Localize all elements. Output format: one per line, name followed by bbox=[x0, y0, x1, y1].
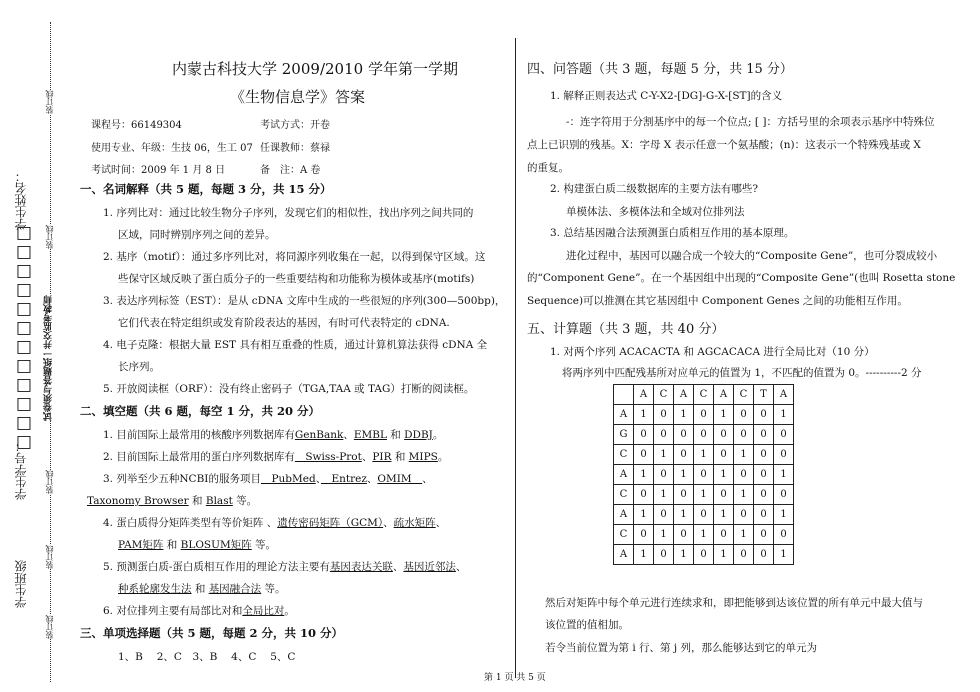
matrix-cell: 0 bbox=[714, 445, 734, 465]
answer-line: Sequence)可以推测在其它基因组中 Component Genes 之间的功能相互作用。 bbox=[527, 295, 908, 307]
question-line: 3. 总结基因融合法预测蛋白质相互作用的基本原理。 bbox=[550, 227, 795, 239]
answer-line: -：连字符用于分割基序中的每一个位点; [ ]：方括号里的余项表示基序中特殊位 bbox=[566, 116, 935, 128]
matrix-cell: 1 bbox=[654, 525, 674, 545]
matrix-row bbox=[614, 445, 794, 465]
answer-line: 单模体法、多模体法和全域对位排列法 bbox=[566, 206, 745, 218]
section-heading: 五、计算题（共 3 题，共 40 分） bbox=[527, 322, 725, 337]
matrix-row bbox=[614, 405, 794, 425]
page-number: 第 1 页 共 5 页 bbox=[484, 673, 546, 683]
matrix-col-label: C bbox=[654, 385, 674, 405]
fill-item: 4. 蛋白质得分矩阵类型有等价矩阵 、遗传密码矩阵（GCM）、疏水矩阵、 bbox=[103, 517, 447, 529]
matrix-col-label: A bbox=[634, 385, 654, 405]
answer-line: 5. 开放阅读框（ORF）：没有终止密码子（TGA,TAA 或 TAG）打断的阅读框。 bbox=[103, 383, 475, 395]
teacher: 任课教师：蔡禄 bbox=[260, 143, 330, 154]
seal-line-text: 装订线 bbox=[45, 470, 54, 494]
answer-line: 然后对矩阵中每个单元进行连续求和，即把能够到达该位置的所有单元中最大值与 bbox=[545, 597, 923, 609]
fill-item: 6. 对位排列主要有局部比对和全局比对。 bbox=[103, 605, 295, 617]
exam-subtitle: 《生物信息学》答案 bbox=[230, 88, 366, 106]
answer-line: 长序列。 bbox=[118, 361, 160, 373]
answer-line: 2. 基序（motif）：通过多序列比对，将同源序列收集在一起，以得到保守区域。这 bbox=[103, 251, 486, 263]
matrix-cell: 0 bbox=[694, 465, 714, 485]
id-boxes: □□□□□□□□□□□□ bbox=[14, 225, 34, 453]
answer-line: 它们代表在特定组织或发育阶段表达的基因，有时可代表特定的 cDNA. bbox=[118, 317, 450, 329]
answer-line: 3. 表达序列标签（EST）：是从 cDNA 文库中生成的一些很短的序列(300—500bp)， bbox=[103, 295, 506, 307]
matrix-row bbox=[614, 545, 794, 565]
matrix-col-label: A bbox=[674, 385, 694, 405]
matrix-cell: 1 bbox=[734, 525, 754, 545]
matrix-cell: 0 bbox=[754, 405, 774, 425]
matrix-cell: 0 bbox=[694, 545, 714, 565]
multiple-choice-answers: 1、B 2、C 3、B 4、C 5、C bbox=[118, 651, 296, 663]
column-divider bbox=[515, 38, 516, 678]
matrix-cell: 0 bbox=[774, 485, 794, 505]
section-heading: 一、名词解释（共 5 题，每题 3 分，共 15 分） bbox=[80, 182, 332, 196]
matrix-cell: 1 bbox=[714, 545, 734, 565]
major-grade: 使用专业、年级：生技 06，生工 07 bbox=[91, 143, 253, 154]
fill-item: 种系轮廓发生法 和 基因融合法 等。 bbox=[118, 583, 286, 595]
matrix-cell: 0 bbox=[714, 525, 734, 545]
matrix-header-row bbox=[614, 385, 794, 405]
matrix-cell: 0 bbox=[774, 425, 794, 445]
matrix-cell: 1 bbox=[774, 505, 794, 525]
answer-line: 若令当前位置为第 i 行、第 j 列，那么能够达到它的单元为 bbox=[545, 642, 817, 654]
matrix-cell: 0 bbox=[634, 485, 654, 505]
matrix-row-label: C bbox=[614, 525, 634, 545]
matrix-cell: 1 bbox=[654, 445, 674, 465]
matrix-row-label: C bbox=[614, 485, 634, 505]
answer-line: 进化过程中，基因可以融合成一个较大的“Composite Gene”，也可分裂成较小 bbox=[566, 250, 938, 262]
section-heading: 二、填空题（共 6 题，每空 1 分，共 20 分） bbox=[80, 404, 321, 418]
question-line: 1. 解释正则表达式 C-Y-X2-[DG]-G-X-[ST]的含义 bbox=[550, 90, 783, 102]
matrix-cell: 0 bbox=[634, 425, 654, 445]
alignment-matrix bbox=[613, 384, 794, 565]
fill-item: Taxonomy Browser 和 Blast 等。 bbox=[87, 495, 258, 507]
seal-line-text: 装订线 bbox=[45, 225, 54, 249]
matrix-cell: 0 bbox=[734, 425, 754, 445]
matrix-cell: 0 bbox=[754, 505, 774, 525]
matrix-cell: 0 bbox=[694, 405, 714, 425]
matrix-cell: 1 bbox=[674, 465, 694, 485]
matrix-row bbox=[614, 485, 794, 505]
matrix-col-label: C bbox=[734, 385, 754, 405]
exam-title: 内蒙古科技大学 2009/2010 学年第一学期 bbox=[172, 60, 458, 78]
matrix-row bbox=[614, 465, 794, 485]
matrix-cell: 0 bbox=[774, 445, 794, 465]
matrix-cell: 1 bbox=[694, 525, 714, 545]
matrix-row-label: A bbox=[614, 505, 634, 525]
answer-line: 的“Component Gene”。在一个基因组中出现的“Composite Gene”(也叫 Rosetta stone bbox=[527, 272, 956, 284]
answer-line: 1. 序列比对：通过比较生物分子序列，发现它们的相似性，找出序列之间共同的 bbox=[103, 207, 474, 219]
section-heading: 三、单项选择题（共 5 题，每题 2 分，共 10 分） bbox=[80, 626, 344, 640]
answer-line: 将两序列中匹配残基所对应单元的值置为 1，不匹配的值置为 0。----------2 分 bbox=[562, 367, 922, 379]
course-number: 课程号：66149304 bbox=[91, 120, 182, 131]
matrix-col-label: A bbox=[774, 385, 794, 405]
matrix-cell: 1 bbox=[674, 405, 694, 425]
matrix-col-label: A bbox=[714, 385, 734, 405]
matrix-cell: 0 bbox=[654, 545, 674, 565]
seal-line-text: 装订线 bbox=[45, 90, 54, 114]
answer-line: 该位置的值相加。 bbox=[545, 619, 629, 631]
matrix-cell: 0 bbox=[634, 525, 654, 545]
matrix-cell: 0 bbox=[654, 505, 674, 525]
matrix-cell: 1 bbox=[694, 445, 714, 465]
matrix-cell: 0 bbox=[734, 505, 754, 525]
answer-line: 的重复。 bbox=[527, 162, 569, 174]
matrix-col-label: T bbox=[754, 385, 774, 405]
student-class-label: 学生班级 bbox=[14, 560, 28, 608]
matrix-cell: 0 bbox=[754, 525, 774, 545]
matrix-col-label: C bbox=[694, 385, 714, 405]
matrix-cell: 0 bbox=[754, 485, 774, 505]
matrix-cell: 0 bbox=[734, 465, 754, 485]
matrix-cell: 1 bbox=[714, 405, 734, 425]
matrix-cell: 1 bbox=[634, 405, 654, 425]
matrix-cell: 0 bbox=[754, 545, 774, 565]
matrix-cell: 0 bbox=[694, 425, 714, 445]
matrix-corner-cell bbox=[614, 385, 634, 405]
matrix-cell: 1 bbox=[734, 485, 754, 505]
remark: 备 注：A 卷 bbox=[260, 165, 321, 176]
matrix-cell: 0 bbox=[634, 445, 654, 465]
matrix-cell: 1 bbox=[714, 505, 734, 525]
matrix-cell: 0 bbox=[674, 485, 694, 505]
matrix-cell: 0 bbox=[754, 465, 774, 485]
matrix-cell: 0 bbox=[654, 405, 674, 425]
question-line: 1. 对两个序列 ACACACTA 和 AGCACACA 进行全局比对（10 分） bbox=[550, 346, 875, 358]
fill-item: 2. 目前国际上最常用的蛋白序列数据库有 Swiss-Prot、PIR 和 MIPS。 bbox=[103, 451, 449, 463]
matrix-cell: 1 bbox=[634, 465, 654, 485]
matrix-cell: 0 bbox=[694, 505, 714, 525]
fill-item: 1. 目前国际上最常用的核酸序列数据库有GenBank、EMBL 和 DDBJ。 bbox=[103, 429, 444, 441]
section-heading: 四、问答题（共 3 题，每题 5 分，共 15 分） bbox=[527, 62, 793, 77]
matrix-cell: 1 bbox=[674, 505, 694, 525]
matrix-row bbox=[614, 425, 794, 445]
matrix-cell: 1 bbox=[634, 545, 654, 565]
matrix-cell: 1 bbox=[774, 405, 794, 425]
matrix-cell: 1 bbox=[774, 545, 794, 565]
matrix-row-label: A bbox=[614, 405, 634, 425]
matrix-row-label: A bbox=[614, 465, 634, 485]
matrix-cell: 0 bbox=[774, 525, 794, 545]
answer-line: 区域，同时辨别序列之间的差异。 bbox=[118, 229, 276, 241]
matrix-cell: 0 bbox=[674, 425, 694, 445]
seal-line-text: 装订线 bbox=[45, 615, 54, 639]
student-id-label: 学生学号： bbox=[14, 440, 28, 500]
matrix-cell: 1 bbox=[654, 485, 674, 505]
matrix-cell: 0 bbox=[674, 525, 694, 545]
matrix-cell: 1 bbox=[674, 545, 694, 565]
fill-item: PAM矩阵 和 BLOSUM矩阵 等。 bbox=[118, 539, 277, 551]
matrix-row bbox=[614, 505, 794, 525]
matrix-cell: 0 bbox=[654, 425, 674, 445]
seal-line-text: 装订线 bbox=[45, 545, 54, 569]
matrix-row-label: A bbox=[614, 545, 634, 565]
binding-margin bbox=[0, 0, 60, 692]
answer-line: 4. 电子克隆：根据大量 EST 具有相互重叠的性质，通过计算机算法获得 cDNA 全 bbox=[103, 339, 488, 351]
answer-line: 点上已识别的残基。X：字母 X 表示任意一个氨基酸；(n)：这表示一个特殊残基或 X bbox=[527, 139, 921, 151]
matrix-row bbox=[614, 525, 794, 545]
exam-warning: 试卷须与答题纸一并交监考教师 bbox=[44, 295, 54, 421]
answer-line: 些保守区域反映了蛋白质分子的一些重要结构和功能称为模体或基序(motifs) bbox=[118, 273, 475, 285]
matrix-row-label: C bbox=[614, 445, 634, 465]
fill-item: 3. 列举至少五种NCBI的服务项目 PubMed、 Entrez、OMIM 、 bbox=[103, 473, 433, 485]
matrix-cell: 1 bbox=[734, 445, 754, 465]
matrix-cell: 1 bbox=[634, 505, 654, 525]
matrix-cell: 1 bbox=[714, 465, 734, 485]
matrix-cell: 0 bbox=[654, 465, 674, 485]
exam-method: 考试方式：开卷 bbox=[260, 120, 330, 131]
matrix-cell: 0 bbox=[674, 445, 694, 465]
student-name-label: 学生姓名： bbox=[14, 170, 28, 230]
matrix-row-label: G bbox=[614, 425, 634, 445]
question-line: 2. 构建蛋白质二级数据库的主要方法有哪些? bbox=[550, 183, 758, 195]
matrix-cell: 1 bbox=[774, 465, 794, 485]
exam-time: 考试时间：2009 年 1 月 8 日 bbox=[91, 165, 226, 176]
matrix-cell: 0 bbox=[714, 485, 734, 505]
matrix-cell: 1 bbox=[694, 485, 714, 505]
matrix-cell: 0 bbox=[754, 425, 774, 445]
fill-item: 5. 预测蛋白质-蛋白质相互作用的理论方法主要有基因表达关联、基因近邻法、 bbox=[103, 561, 467, 573]
matrix-cell: 0 bbox=[734, 545, 754, 565]
matrix-cell: 0 bbox=[754, 445, 774, 465]
matrix-cell: 0 bbox=[714, 425, 734, 445]
matrix-cell: 0 bbox=[734, 405, 754, 425]
